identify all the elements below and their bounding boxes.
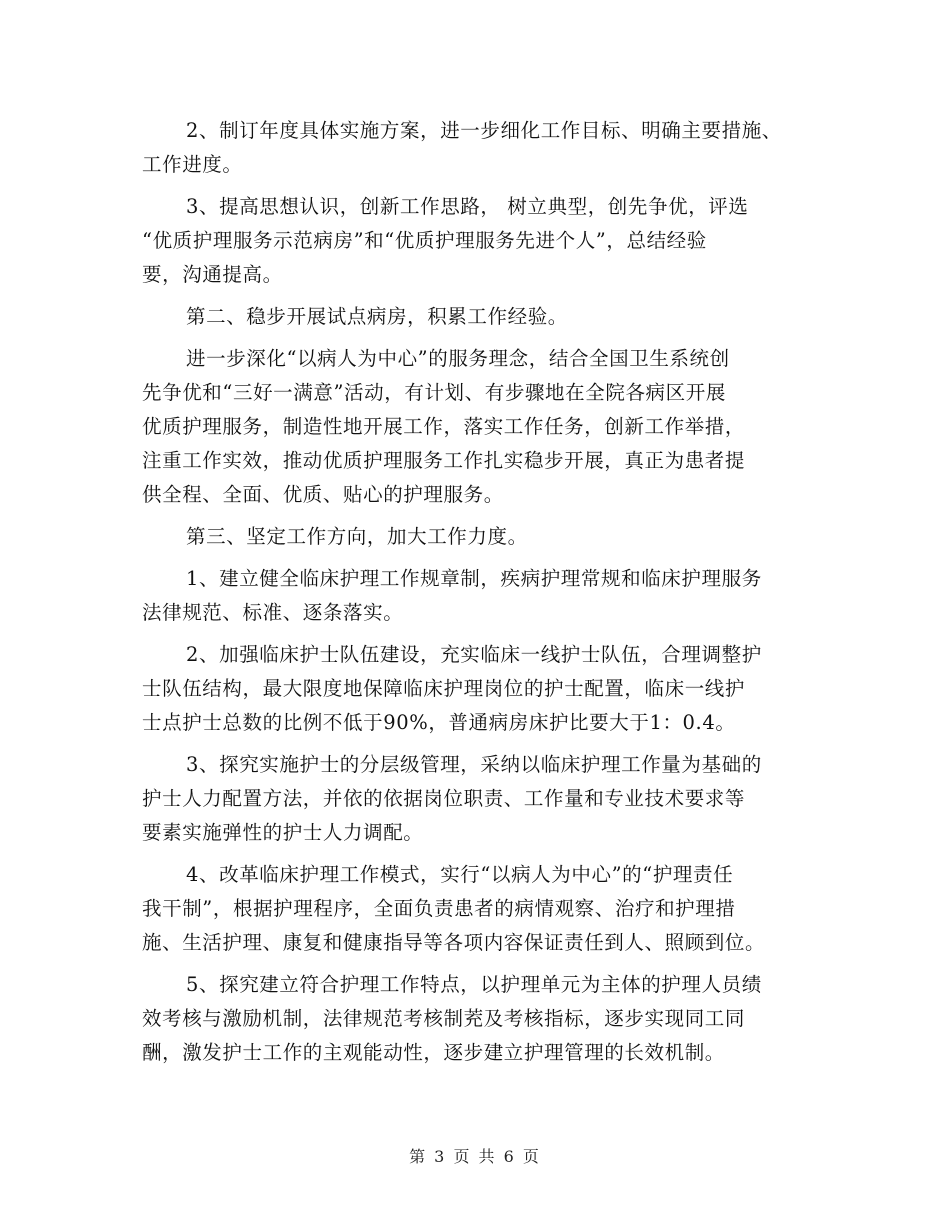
paragraph [142, 562, 812, 630]
page-number-footer: 第 3 页 共 6 页 [409, 1147, 541, 1166]
paragraph [142, 342, 812, 512]
text-line: 我干制”，根据护理程序，全面负责患者的病情观察、治疗和护理措 [142, 897, 736, 920]
text-line: 2、制订年度具体实施方案，进一步细化工作目标、明确主要措施、 [186, 119, 782, 142]
paragraph [142, 858, 812, 960]
paragraph [142, 114, 812, 182]
text-line: 供全程、全面、优质、贴心的护理服务。 [142, 483, 504, 506]
text-line: 进一步深化“以病人为中心”的服务理念，结合全国卫生系统创 [186, 347, 730, 370]
text-line: 优质护理服务，制造性地开展工作，落实工作任务，创新工作举措， [142, 415, 746, 438]
section-heading [142, 300, 812, 334]
text-line: 士队伍结构，最大限度地保障临床护理岗位的护士配置，临床一线护 [142, 677, 746, 700]
text-line: 工作进度。 [142, 153, 243, 176]
text-line: 2、加强临床护士队伍建设，充实临床一线护士队伍，合理调整护 [186, 643, 762, 666]
text-line: 4、改革临床护理工作模式，实行“以病人为中心”的“护理责任 [186, 863, 734, 886]
text-line: 法律规范、标准、逐条落实。 [142, 601, 404, 624]
document-body [142, 114, 812, 1078]
text-line: 第二、稳步开展试点病房，积累工作经验。 [186, 305, 568, 328]
text-line: 要素实施弹性的护士人力调配。 [142, 821, 424, 844]
text-line: 第三、坚定工作方向，加大工作力度。 [186, 525, 528, 548]
paragraph [142, 638, 812, 740]
text-line: 3、探究实施护士的分层级管理，采纳以临床护理工作量为基础的 [186, 753, 762, 776]
paragraph [142, 748, 812, 850]
text-line: 酬，激发护士工作的主观能动性，逐步建立护理管理的长效机制。 [142, 1041, 725, 1064]
text-line: 1、建立健全临床护理工作规章制，疾病护理常规和临床护理服务 [186, 567, 762, 590]
paragraph [142, 190, 812, 292]
text-line: 效考核与激励机制，法律规范考核制茺及考核指标，逐步实现同工同 [142, 1007, 746, 1030]
text-line: 注重工作实效，推动优质护理服务工作扎实稳步开展，真正为患者提 [142, 449, 746, 472]
text-line: 护士人力配置方法，并依的依据岗位职责、工作量和专业技术要求等 [142, 787, 746, 810]
section-heading [142, 520, 812, 554]
text-line: 要，沟通提高。 [142, 263, 283, 286]
text-line: 先争优和“三好一满意”活动，有计划、有步骤地在全院各病区开展 [142, 381, 726, 404]
text-line: “优质护理服务示范病房”和“优质护理服务先进个人”，总结经验 [142, 229, 707, 252]
text-line: 5、探究建立符合护理工作特点，以护理单元为主体的护理人员绩 [186, 973, 762, 996]
text-line: 施、生活护理、康复和健康指导等各项内容保证责任到人、照顾到位。 [142, 931, 766, 954]
text-line: 3、提高思想认识，创新工作思路， 树立典型，创先争优，评选 [186, 195, 749, 218]
text-line: 士点护士总数的比例不低于90%，普通病房床护比要大于1：0.4。 [142, 711, 736, 734]
paragraph [142, 968, 812, 1070]
